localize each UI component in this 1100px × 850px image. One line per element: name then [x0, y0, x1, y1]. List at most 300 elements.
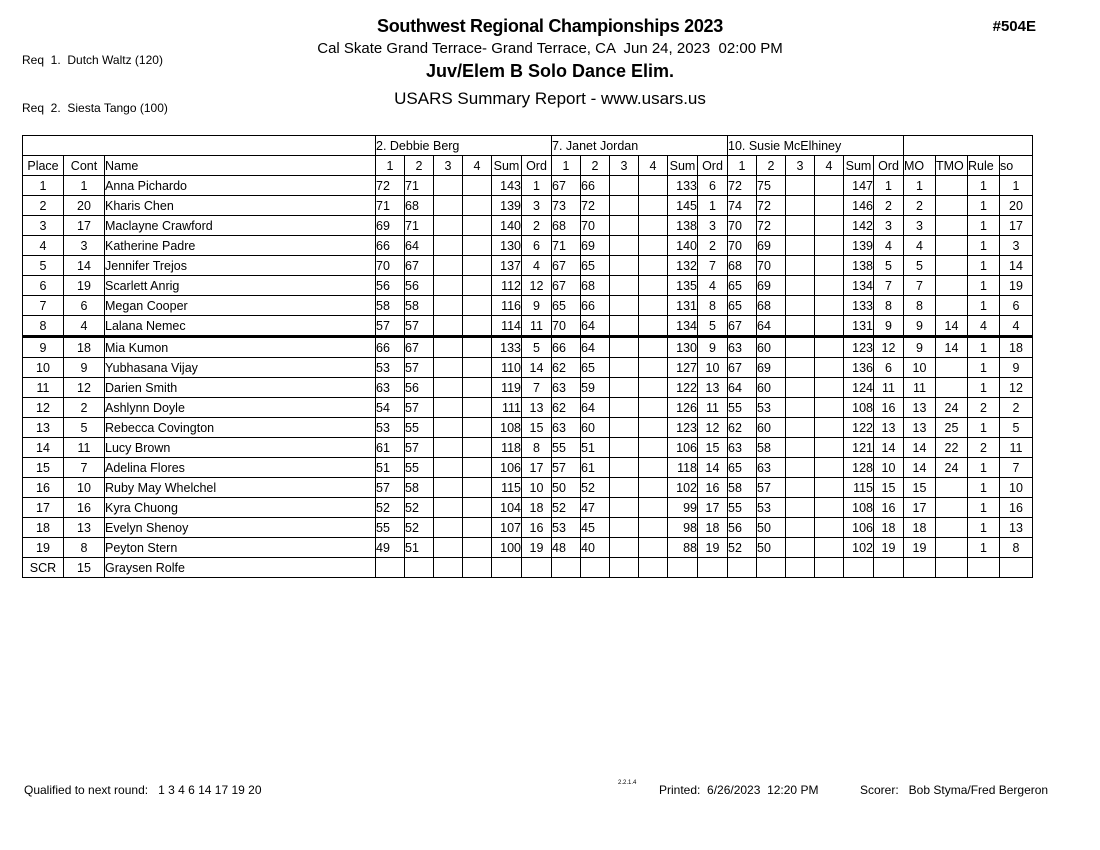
score-cell: [610, 438, 639, 458]
rule-cell: 1: [968, 176, 1000, 196]
rule-column-header: Rule: [968, 156, 1000, 176]
score-cell: [463, 276, 492, 296]
place-cell: 10: [23, 358, 64, 378]
score-cell: [434, 518, 463, 538]
cont-cell: 10: [64, 478, 105, 498]
score-cell: 57: [405, 316, 434, 337]
sum-cell: 119: [492, 378, 522, 398]
score-cell: [786, 196, 815, 216]
ord-cell: 2: [698, 236, 728, 256]
score-column-header: 3: [434, 156, 463, 176]
tmo-cell: [936, 478, 968, 498]
ord-cell: 5: [698, 316, 728, 337]
score-cell: [639, 196, 668, 216]
name-cell: Jennifer Trejos: [105, 256, 376, 276]
place-cell: 8: [23, 316, 64, 337]
score-cell: [639, 378, 668, 398]
score-cell: 51: [405, 538, 434, 558]
score-cell: [610, 276, 639, 296]
place-cell: 13: [23, 418, 64, 438]
tmo-cell: [936, 498, 968, 518]
score-cell: [434, 316, 463, 337]
score-cell: [610, 256, 639, 276]
sum-cell: 114: [492, 316, 522, 337]
score-cell: [786, 337, 815, 358]
place-cell: 16: [23, 478, 64, 498]
sum-cell: 134: [668, 316, 698, 337]
score-cell: [610, 478, 639, 498]
score-cell: [463, 236, 492, 256]
score-cell: 65: [728, 276, 757, 296]
score-cell: [815, 378, 844, 398]
name-cell: Anna Pichardo: [105, 176, 376, 196]
score-cell: [757, 558, 786, 578]
score-cell: 57: [376, 316, 405, 337]
ord-cell: 13: [874, 418, 904, 438]
score-column-header: 4: [639, 156, 668, 176]
ord-cell: 16: [698, 478, 728, 498]
score-column-header: Ord: [522, 156, 552, 176]
rule-cell: 1: [968, 458, 1000, 478]
score-cell: 68: [581, 276, 610, 296]
score-cell: 67: [552, 256, 581, 276]
sum-cell: 135: [668, 276, 698, 296]
score-cell: 75: [757, 176, 786, 196]
score-cell: 59: [581, 378, 610, 398]
mo-cell: 5: [904, 256, 936, 276]
ord-cell: 4: [874, 236, 904, 256]
ord-cell: 15: [522, 418, 552, 438]
rule-cell: 4: [968, 316, 1000, 337]
ord-cell: 19: [874, 538, 904, 558]
table-row: [23, 498, 1033, 518]
score-cell: 69: [757, 276, 786, 296]
score-column-header: 2: [405, 156, 434, 176]
score-cell: 66: [376, 236, 405, 256]
table-row: [23, 256, 1033, 276]
score-cell: 58: [405, 296, 434, 316]
score-cell: 52: [376, 498, 405, 518]
score-cell: [434, 196, 463, 216]
score-cell: [786, 276, 815, 296]
tmo-column-header: TMO: [936, 156, 968, 176]
score-cell: 55: [728, 398, 757, 418]
ord-cell: [698, 558, 728, 578]
score-cell: 72: [728, 176, 757, 196]
score-cell: 52: [728, 538, 757, 558]
place-cell: 18: [23, 518, 64, 538]
so-cell: 20: [1000, 196, 1033, 216]
name-cell: Darien Smith: [105, 378, 376, 398]
ord-cell: 15: [874, 478, 904, 498]
score-cell: [815, 418, 844, 438]
score-cell: [815, 358, 844, 378]
score-cell: 63: [552, 418, 581, 438]
ord-cell: 8: [698, 296, 728, 316]
name-cell: Mia Kumon: [105, 337, 376, 358]
ord-cell: 9: [874, 316, 904, 337]
sum-cell: 131: [668, 296, 698, 316]
score-cell: 67: [405, 337, 434, 358]
rule-cell: 1: [968, 518, 1000, 538]
score-cell: 70: [728, 236, 757, 256]
score-cell: [786, 458, 815, 478]
mo-cell: 7: [904, 276, 936, 296]
score-column-header: Ord: [874, 156, 904, 176]
score-cell: [639, 176, 668, 196]
so-cell: 16: [1000, 498, 1033, 518]
ord-cell: 19: [522, 538, 552, 558]
event-number: #504E: [992, 18, 1036, 35]
ord-cell: 7: [874, 276, 904, 296]
score-cell: 70: [728, 216, 757, 236]
column-header-row: [23, 156, 1033, 176]
score-cell: [815, 316, 844, 337]
score-cell: [463, 438, 492, 458]
score-cell: [434, 498, 463, 518]
score-cell: 69: [757, 236, 786, 256]
score-cell: [639, 256, 668, 276]
ord-cell: 5: [874, 256, 904, 276]
rule-cell: 1: [968, 236, 1000, 256]
score-cell: [786, 398, 815, 418]
so-cell: 3: [1000, 236, 1033, 256]
so-cell: 7: [1000, 458, 1033, 478]
cont-cell: 4: [64, 316, 105, 337]
name-cell: Kyra Chuong: [105, 498, 376, 518]
ord-cell: 2: [874, 196, 904, 216]
score-cell: 47: [581, 498, 610, 518]
score-cell: 53: [552, 518, 581, 538]
tmo-cell: [936, 358, 968, 378]
sum-cell: 145: [668, 196, 698, 216]
score-cell: [434, 358, 463, 378]
score-cell: [434, 236, 463, 256]
score-cell: 66: [581, 296, 610, 316]
rule-cell: 1: [968, 196, 1000, 216]
mo-cell: 15: [904, 478, 936, 498]
judge-row-spacer-left: [23, 136, 376, 156]
ord-cell: [522, 558, 552, 578]
tmo-cell: 24: [936, 398, 968, 418]
sum-cell: 138: [668, 216, 698, 236]
requirement-2: Req 2. Siesta Tango (100): [22, 101, 168, 115]
ord-cell: 10: [698, 358, 728, 378]
score-cell: [463, 337, 492, 358]
score-column-header: 1: [376, 156, 405, 176]
cont-cell: 20: [64, 196, 105, 216]
name-cell: Graysen Rolfe: [105, 558, 376, 578]
score-cell: 70: [552, 316, 581, 337]
score-cell: 60: [757, 337, 786, 358]
rule-cell: 1: [968, 538, 1000, 558]
place-cell: 5: [23, 256, 64, 276]
score-column-header: 3: [786, 156, 815, 176]
place-cell: 3: [23, 216, 64, 236]
mo-cell: 13: [904, 418, 936, 438]
mo-cell: 18: [904, 518, 936, 538]
score-cell: 53: [757, 398, 786, 418]
score-cell: [610, 216, 639, 236]
tmo-cell: 22: [936, 438, 968, 458]
name-cell: Evelyn Shenoy: [105, 518, 376, 538]
mo-cell: 10: [904, 358, 936, 378]
sum-cell: 147: [844, 176, 874, 196]
ord-cell: 7: [698, 256, 728, 276]
score-cell: 55: [405, 418, 434, 438]
score-cell: 65: [581, 256, 610, 276]
mo-cell: 9: [904, 316, 936, 337]
score-cell: [815, 196, 844, 216]
ord-cell: 6: [874, 358, 904, 378]
score-cell: [434, 256, 463, 276]
score-cell: [639, 478, 668, 498]
score-cell: [434, 398, 463, 418]
so-cell: 12: [1000, 378, 1033, 398]
score-column-header: 1: [728, 156, 757, 176]
sum-cell: 104: [492, 498, 522, 518]
ord-cell: 18: [698, 518, 728, 538]
place-column-header: Place: [23, 156, 64, 176]
score-cell: [610, 378, 639, 398]
score-cell: [639, 498, 668, 518]
sum-cell: 130: [668, 337, 698, 358]
table-row: [23, 518, 1033, 538]
score-cell: [786, 176, 815, 196]
score-cell: 49: [376, 538, 405, 558]
so-cell: 13: [1000, 518, 1033, 538]
cont-cell: 17: [64, 216, 105, 236]
score-cell: [815, 538, 844, 558]
so-cell: 19: [1000, 276, 1033, 296]
sum-cell: 106: [668, 438, 698, 458]
rule-cell: 1: [968, 378, 1000, 398]
score-column-header: 3: [610, 156, 639, 176]
score-cell: [463, 418, 492, 438]
score-cell: 63: [728, 337, 757, 358]
place-cell: 14: [23, 438, 64, 458]
score-cell: [815, 438, 844, 458]
score-column-header: 2: [757, 156, 786, 176]
place-cell: 15: [23, 458, 64, 478]
score-cell: 67: [728, 358, 757, 378]
so-cell: 14: [1000, 256, 1033, 276]
score-cell: 64: [728, 378, 757, 398]
table-row: [23, 196, 1033, 216]
score-cell: [639, 438, 668, 458]
sum-cell: 133: [668, 176, 698, 196]
score-cell: 56: [405, 378, 434, 398]
so-cell: 11: [1000, 438, 1033, 458]
ord-cell: 12: [874, 337, 904, 358]
cont-cell: 1: [64, 176, 105, 196]
qualified-line: Qualified to next round: 1 3 4 6 14 17 19 20: [24, 783, 262, 797]
so-cell: 2: [1000, 398, 1033, 418]
score-cell: 51: [376, 458, 405, 478]
rule-cell: 1: [968, 358, 1000, 378]
score-cell: 71: [376, 196, 405, 216]
name-cell: Maclayne Crawford: [105, 216, 376, 236]
sum-cell: 133: [492, 337, 522, 358]
mo-cell: 3: [904, 216, 936, 236]
score-cell: 70: [757, 256, 786, 276]
so-column-header: so: [1000, 156, 1033, 176]
name-column-header: Name: [105, 156, 376, 176]
score-cell: 60: [757, 378, 786, 398]
ord-cell: 1: [874, 176, 904, 196]
score-cell: [610, 498, 639, 518]
score-cell: 60: [757, 418, 786, 438]
score-column-header: 1: [552, 156, 581, 176]
sum-cell: 142: [844, 216, 874, 236]
score-cell: 56: [376, 276, 405, 296]
score-cell: 61: [376, 438, 405, 458]
sum-cell: 116: [492, 296, 522, 316]
score-cell: 52: [552, 498, 581, 518]
ord-cell: 10: [522, 478, 552, 498]
ord-cell: 8: [874, 296, 904, 316]
score-cell: 63: [376, 378, 405, 398]
score-cell: [639, 216, 668, 236]
score-cell: [463, 498, 492, 518]
score-cell: 57: [405, 398, 434, 418]
sum-cell: 137: [492, 256, 522, 276]
sum-cell: 115: [492, 478, 522, 498]
sum-cell: 123: [668, 418, 698, 438]
score-cell: 50: [757, 538, 786, 558]
mo-column-header: MO: [904, 156, 936, 176]
score-cell: 56: [405, 276, 434, 296]
sum-cell: 131: [844, 316, 874, 337]
sum-cell: 130: [492, 236, 522, 256]
place-cell: 6: [23, 276, 64, 296]
mo-cell: 1: [904, 176, 936, 196]
rule-cell: 1: [968, 216, 1000, 236]
score-cell: [639, 276, 668, 296]
rule-cell: 1: [968, 418, 1000, 438]
sum-cell: 139: [492, 196, 522, 216]
mo-cell: 13: [904, 398, 936, 418]
tmo-cell: 24: [936, 458, 968, 478]
ord-cell: 10: [874, 458, 904, 478]
score-cell: [434, 438, 463, 458]
sum-cell: 123: [844, 337, 874, 358]
sum-cell: 108: [844, 398, 874, 418]
ord-cell: 18: [874, 518, 904, 538]
so-cell: 4: [1000, 316, 1033, 337]
sum-cell: 118: [492, 438, 522, 458]
score-cell: 68: [728, 256, 757, 276]
sum-cell: 140: [668, 236, 698, 256]
cont-cell: 12: [64, 378, 105, 398]
mo-cell: 9: [904, 337, 936, 358]
score-cell: [639, 558, 668, 578]
tmo-cell: [936, 276, 968, 296]
score-cell: [815, 498, 844, 518]
score-column-header: 2: [581, 156, 610, 176]
table-row: [23, 538, 1033, 558]
ord-cell: 19: [698, 538, 728, 558]
score-cell: [463, 316, 492, 337]
tmo-cell: 14: [936, 316, 968, 337]
score-cell: 67: [552, 176, 581, 196]
printed-line: Printed: 6/26/2023 12:20 PM: [659, 783, 819, 797]
score-cell: [463, 558, 492, 578]
mo-cell: [904, 558, 936, 578]
score-cell: [786, 538, 815, 558]
name-cell: Kharis Chen: [105, 196, 376, 216]
tmo-cell: 14: [936, 337, 968, 358]
score-cell: [463, 518, 492, 538]
score-cell: [610, 518, 639, 538]
so-cell: 5: [1000, 418, 1033, 438]
score-cell: 55: [376, 518, 405, 538]
score-cell: 66: [376, 337, 405, 358]
table-row: [23, 236, 1033, 256]
sum-cell: 99: [668, 498, 698, 518]
mo-cell: 4: [904, 236, 936, 256]
score-cell: [815, 558, 844, 578]
score-cell: 63: [757, 458, 786, 478]
score-cell: 69: [757, 358, 786, 378]
score-cell: [434, 558, 463, 578]
name-cell: Yubhasana Vijay: [105, 358, 376, 378]
score-cell: [610, 176, 639, 196]
name-cell: Scarlett Anrig: [105, 276, 376, 296]
score-cell: [552, 558, 581, 578]
score-cell: 52: [581, 478, 610, 498]
so-cell: [1000, 558, 1033, 578]
score-cell: 69: [376, 216, 405, 236]
cont-cell: 18: [64, 337, 105, 358]
score-cell: 73: [552, 196, 581, 216]
ord-cell: 9: [698, 337, 728, 358]
report-header: [0, 16, 1100, 109]
cont-cell: 16: [64, 498, 105, 518]
score-cell: [463, 256, 492, 276]
score-cell: [463, 398, 492, 418]
score-cell: 52: [405, 518, 434, 538]
judge-header-cell: 2. Debbie Berg: [376, 136, 552, 156]
ord-cell: 11: [698, 398, 728, 418]
score-cell: 53: [376, 418, 405, 438]
score-cell: [639, 458, 668, 478]
name-cell: Rebecca Covington: [105, 418, 376, 438]
requirement-1: Req 1. Dutch Waltz (120): [22, 53, 163, 67]
score-cell: [610, 236, 639, 256]
score-cell: [434, 296, 463, 316]
score-cell: 65: [728, 296, 757, 316]
cont-cell: 8: [64, 538, 105, 558]
table-row: [23, 478, 1033, 498]
sum-cell: 98: [668, 518, 698, 538]
score-cell: [815, 478, 844, 498]
sum-cell: 124: [844, 378, 874, 398]
sum-cell: 126: [668, 398, 698, 418]
sum-cell: 102: [668, 478, 698, 498]
score-cell: [815, 296, 844, 316]
score-cell: [639, 337, 668, 358]
score-cell: 60: [581, 418, 610, 438]
table-row: [23, 378, 1033, 398]
tmo-cell: [936, 236, 968, 256]
sum-cell: 106: [844, 518, 874, 538]
so-cell: 8: [1000, 538, 1033, 558]
score-cell: [463, 216, 492, 236]
score-cell: 63: [552, 378, 581, 398]
ord-cell: 13: [698, 378, 728, 398]
ord-cell: 14: [698, 458, 728, 478]
